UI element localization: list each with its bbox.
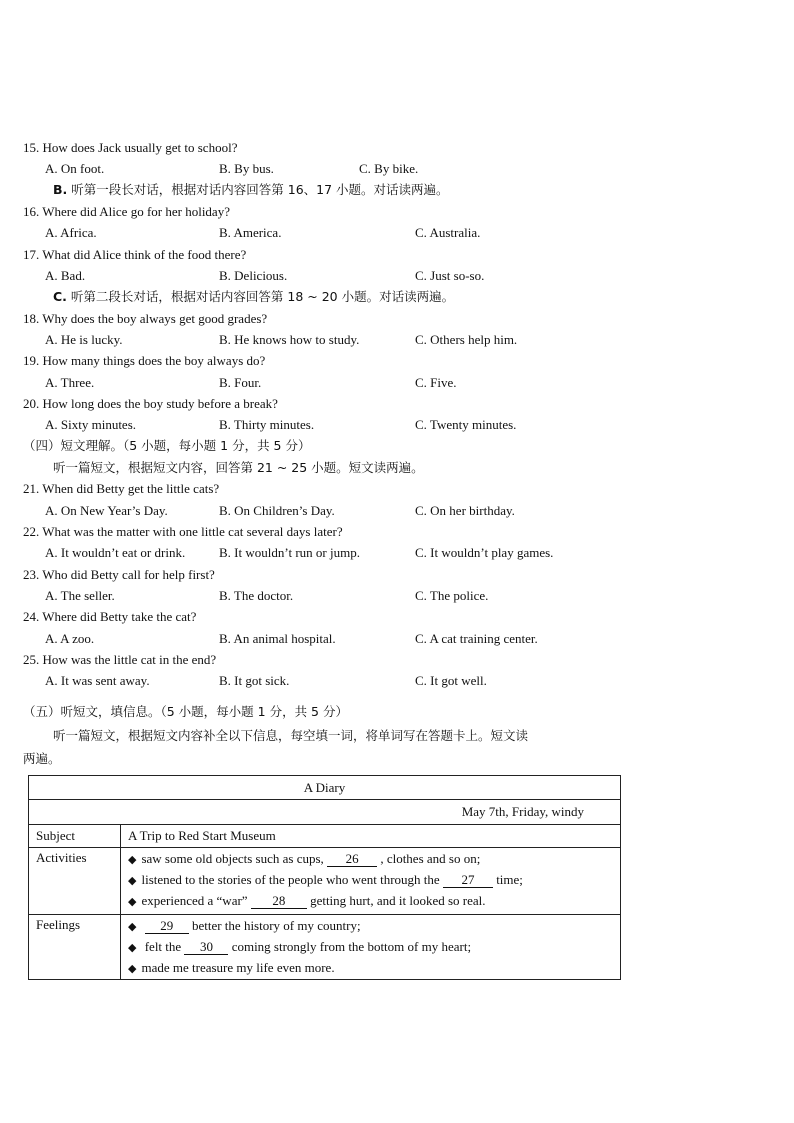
activities-label bbox=[29, 848, 121, 915]
question-25-option-a: A. It was sent away. bbox=[45, 673, 150, 688]
question-16-option-b: B. America. bbox=[219, 225, 282, 240]
feelings-label-text: Feelings bbox=[36, 917, 81, 932]
question-16-option-c: C. Australia. bbox=[415, 225, 481, 240]
question-19-stem: 19. How many things does the boy always do? bbox=[23, 353, 266, 368]
bullet-diamond-icon: ◆ bbox=[128, 895, 137, 908]
feelings-label bbox=[29, 915, 121, 980]
question-22-option-b: B. It wouldn’t run or jump. bbox=[219, 545, 360, 560]
activities-label-text: Activities bbox=[36, 850, 87, 865]
diary-title: A Diary bbox=[29, 776, 621, 800]
question-23-option-b: B. The doctor. bbox=[219, 588, 294, 603]
question-15-option-c: C. By bike. bbox=[359, 161, 419, 176]
part-5-heading: （五）听短文，填信息。（5 小题，每小题 1 分，共 5 分） bbox=[23, 704, 348, 719]
feeling-2 bbox=[128, 937, 620, 958]
question-20-option-a: A. Sixty minutes. bbox=[45, 417, 137, 432]
bullet-diamond-icon: ◆ bbox=[128, 941, 137, 954]
activities-cell bbox=[121, 848, 621, 915]
question-15-option-a: A. On foot. bbox=[45, 161, 105, 176]
blank-28: 28 bbox=[251, 894, 307, 909]
question-20-stem: 20. How long does the boy study before a break? bbox=[23, 396, 278, 411]
activity-1-post: , clothes and so on; bbox=[380, 851, 481, 866]
question-20-option-b: B. Thirty minutes. bbox=[219, 417, 315, 432]
question-21-option-b: B. On Children’s Day. bbox=[219, 503, 335, 518]
activity-1-pre: saw some old objects such as cups, bbox=[141, 851, 324, 866]
section-c-instruction bbox=[53, 289, 454, 305]
section-b-instruction bbox=[53, 182, 449, 198]
bullet-diamond-icon: ◆ bbox=[128, 853, 137, 866]
activity-2-post: time; bbox=[496, 872, 523, 887]
question-15-option-b: B. By bus. bbox=[219, 161, 274, 176]
question-24-option-a: A. A zoo. bbox=[45, 631, 95, 646]
section-c-text: 听第二段长对话，根据对话内容回答第 18 ~ 20 小题。对话读两遍。 bbox=[70, 289, 455, 304]
activity-2-pre: listened to the stories of the people who went through the bbox=[141, 872, 440, 887]
feeling-1-post: better the history of my country; bbox=[191, 918, 361, 933]
question-16-option-a: A. Africa. bbox=[45, 225, 97, 240]
question-23-stem: 23. Who did Betty call for help first? bbox=[23, 567, 215, 582]
question-16-stem: 16. Where did Alice go for her holiday? bbox=[23, 204, 230, 219]
activity-2 bbox=[128, 870, 620, 891]
question-15-stem: 15. How does Jack usually get to school? bbox=[23, 140, 238, 155]
question-25-stem: 25. How was the little cat in the end? bbox=[23, 652, 217, 667]
feeling-2-post: coming strongly from the bottom of my heart; bbox=[231, 939, 472, 954]
diary-date: May 7th, Friday, windy bbox=[29, 800, 621, 825]
question-24-option-c: C. A cat training center. bbox=[415, 631, 538, 646]
bullet-diamond-icon: ◆ bbox=[128, 874, 137, 887]
feeling-1 bbox=[128, 916, 620, 937]
blank-26: 26 bbox=[327, 852, 377, 867]
question-18-option-c: C. Others help him. bbox=[415, 332, 518, 347]
subject-label: Subject bbox=[29, 825, 121, 848]
part-5-instruction-line-2: 两遍。 bbox=[23, 751, 61, 766]
bullet-diamond-icon: ◆ bbox=[128, 962, 137, 975]
activity-3-pre: experienced a “war” bbox=[141, 893, 248, 908]
blank-27: 27 bbox=[443, 873, 493, 888]
blank-30: 30 bbox=[184, 940, 228, 955]
question-22-option-c: C. It wouldn’t play games. bbox=[415, 545, 554, 560]
diary-table bbox=[28, 775, 621, 980]
question-21-option-c: C. On her birthday. bbox=[415, 503, 515, 518]
question-17-stem: 17. What did Alice think of the food there? bbox=[23, 247, 247, 262]
part-4-heading: （四）短文理解。（5 小题，每小题 1 分，共 5 分） bbox=[23, 438, 311, 453]
part-4-instruction: 听一篇短文，根据短文内容，回答第 21 ~ 25 小题。短文读两遍。 bbox=[53, 460, 424, 475]
question-19-option-b: B. Four. bbox=[219, 375, 262, 390]
question-23-option-c: C. The police. bbox=[415, 588, 489, 603]
subject-value: A Trip to Red Start Museum bbox=[121, 825, 621, 848]
activity-3-post: getting hurt, and it looked so real. bbox=[310, 893, 486, 908]
activity-1 bbox=[128, 849, 620, 870]
activity-3 bbox=[128, 891, 620, 912]
question-19-option-a: A. Three. bbox=[45, 375, 95, 390]
feeling-3-text: made me treasure my life even more. bbox=[141, 960, 335, 975]
blank-29: 29 bbox=[145, 919, 189, 934]
question-17-option-c: C. Just so-so. bbox=[415, 268, 485, 283]
section-b-label: B. bbox=[53, 182, 68, 197]
question-18-option-a: A. He is lucky. bbox=[45, 332, 123, 347]
question-21-option-a: A. On New Year’s Day. bbox=[45, 503, 168, 518]
question-25-option-c: C. It got well. bbox=[415, 673, 487, 688]
part-5-instruction-line-1: 听一篇短文，根据短文内容补全以下信息，每空填一词，将单词写在答题卡上。短文读 bbox=[53, 728, 529, 743]
feeling-3 bbox=[128, 958, 620, 979]
question-17-option-a: A. Bad. bbox=[45, 268, 86, 283]
question-25-option-b: B. It got sick. bbox=[219, 673, 290, 688]
question-23-option-a: A. The seller. bbox=[45, 588, 115, 603]
question-24-stem: 24. Where did Betty take the cat? bbox=[23, 609, 197, 624]
question-22-stem: 22. What was the matter with one little cat several days later? bbox=[23, 524, 343, 539]
feelings-cell bbox=[121, 915, 621, 980]
section-c-label: C. bbox=[53, 289, 67, 304]
question-18-stem: 18. Why does the boy always get good grades? bbox=[23, 311, 268, 326]
question-17-option-b: B. Delicious. bbox=[219, 268, 288, 283]
question-24-option-b: B. An animal hospital. bbox=[219, 631, 336, 646]
question-22-option-a: A. It wouldn’t eat or drink. bbox=[45, 545, 186, 560]
feeling-2-pre: felt the bbox=[144, 939, 182, 954]
bullet-diamond-icon: ◆ bbox=[128, 920, 137, 933]
question-19-option-c: C. Five. bbox=[415, 375, 457, 390]
question-21-stem: 21. When did Betty get the little cats? bbox=[23, 481, 220, 496]
section-b-text: 听第一段长对话，根据对话内容回答第 16、17 小题。对话读两遍。 bbox=[71, 182, 449, 197]
question-18-option-b: B. He knows how to study. bbox=[219, 332, 360, 347]
question-20-option-c: C. Twenty minutes. bbox=[415, 417, 517, 432]
